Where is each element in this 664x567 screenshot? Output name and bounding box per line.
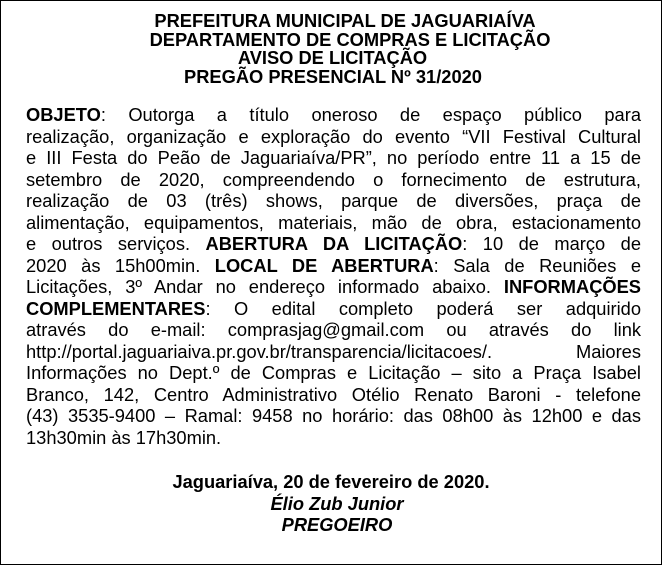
body-line [26,233,641,255]
local-text: : Sala de Reuniões e [433,254,641,276]
body-line: realização de 03 (três) shows, parque de diversões, praça de [26,190,641,211]
abertura-date: : 10 de março de [462,233,641,254]
body-line: 13h30min às 17h30min. [26,426,222,448]
body-line: realização, organização e exploração do evento “VII Festival Cultural [26,125,641,147]
informacoes-label: INFORMAÇÕES [503,276,641,297]
body-line: através do e-mail: comprasjag@gmail.com ou através do link [26,319,641,340]
body-text-segment: Licitações, 3º Andar no endereço informado abaixo. [26,276,504,297]
body-line: (43) 3535-9400 – Ramal: 9458 no horário: das 08h00 às 12h00 e das [26,405,641,426]
objeto-label: OBJETO [26,104,101,125]
body-line: alimentação, equipamentos, materiais, mão de obra, estacionamento [26,211,641,233]
edital-text: : O edital completo poderá ser adquirido [205,297,641,319]
signer-name: Élio Zub Junior [270,492,404,514]
department-title: DEPARTAMENTO DE COMPRAS E LICITAÇÃO [149,28,551,50]
body-line: Branco, 142, Centro Administrativo Otélio Renato Baroni - telefone [26,383,641,405]
body-text-segment: 2020 às 15h00min. [26,254,215,276]
abertura-label: ABERTURA DA LICITAÇÃO [205,233,463,254]
pregao-title: PREGÃO PRESENCIAL Nº 31/2020 [184,65,482,87]
local-label: LOCAL DE ABERTURA [214,254,434,276]
notice-date: Jaguariaíva, 20 de fevereiro de 2020. [172,471,490,492]
municipality-title: PREFEITURA MUNICIPAL DE JAGUARIAÍVA [154,10,536,31]
body-line [26,298,641,320]
body-text-segment: Maiores [575,340,641,362]
notice-header [1,12,661,86]
body-text-segment: e outros serviços. [26,233,206,254]
notice-footer [1,471,661,536]
notice-type-title: AVISO DE LICITAÇÃO [237,47,428,68]
signer-role: PREGOEIRO [281,514,393,535]
body-line [26,276,641,298]
objeto-text: : Outorga a título oneroso de espaço público para [100,104,641,125]
portal-link: http://portal.jaguariaiva.pr.gov.br/transparencia/licitacoes/. [26,340,493,362]
body-line [26,255,641,277]
complementares-label: COMPLEMENTARES [26,297,206,319]
body-line [26,341,641,363]
body-line [26,104,641,126]
body-line: setembro de 2020, compreendendo o fornecimento de estrutura, [26,168,641,190]
notice-body [26,104,641,448]
body-line: e III Festa do Peão de Jaguariaíva/PR”, no período entre 11 a 15 de [26,147,641,168]
body-line: Informações no Dept.º de Compras e Licitação – sito a Praça Isabel [26,362,641,383]
